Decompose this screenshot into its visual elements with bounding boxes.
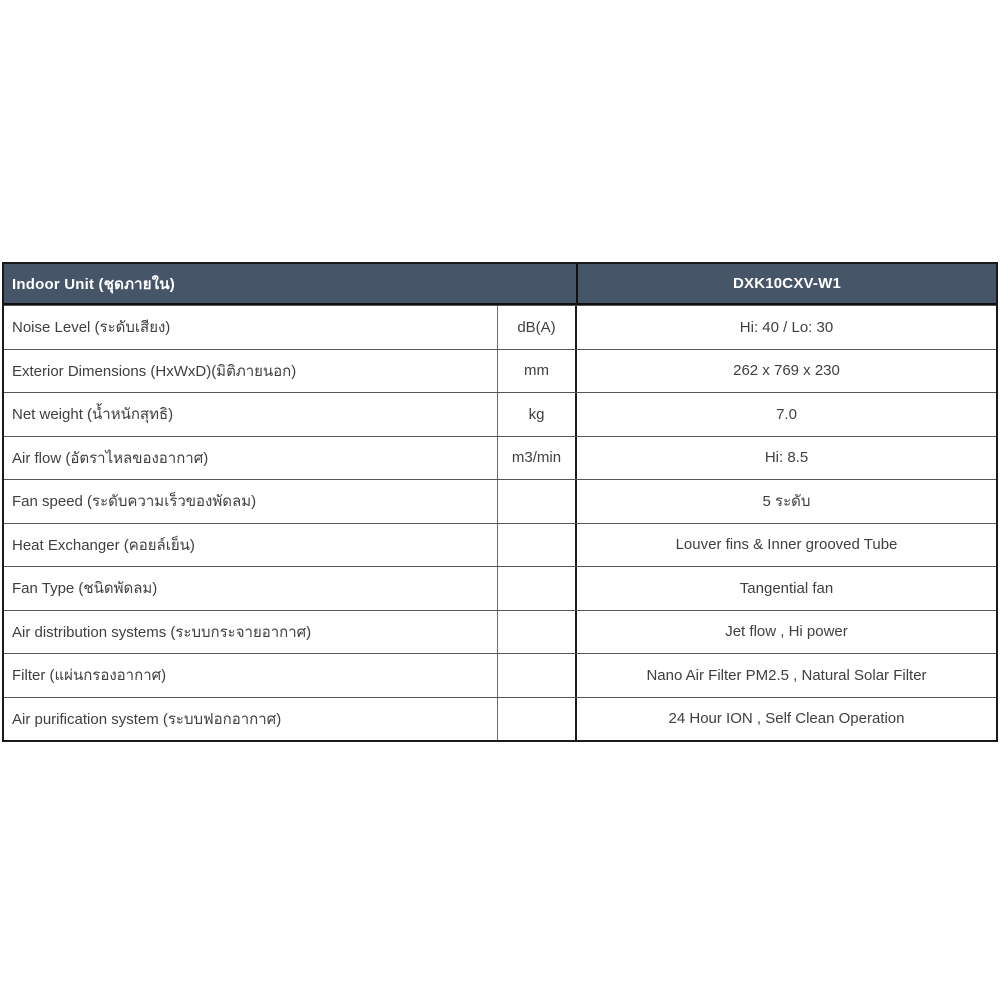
spec-row-fan-type [4, 566, 996, 610]
spec-unit [498, 698, 577, 741]
table-header-category: Indoor Unit (ชุดภายใน) [4, 264, 578, 303]
spec-row-noise-level [4, 305, 996, 349]
indoor-unit-spec-table [2, 262, 998, 742]
spec-value: 24 Hour ION , Self Clean Operation [668, 710, 905, 728]
spec-value: Jet flow , Hi power [725, 623, 848, 641]
spec-value: 262 x 769 x 230 [733, 362, 840, 380]
spec-value: Louver fins & Inner grooved Tube [675, 536, 898, 554]
table-header-model: DXK10CXV-W1 [732, 275, 842, 292]
spec-label: Air purification system (ระบบฟอกอากาศ) [4, 698, 498, 741]
spec-label: Net weight (น้ำหนักสุทธิ) [4, 393, 498, 436]
spec-unit [498, 654, 577, 697]
spec-unit [498, 480, 577, 523]
spec-value: 7.0 [776, 405, 797, 423]
spec-label: Air flow (อัตราไหลของอากาศ) [4, 437, 498, 480]
spec-unit: mm [498, 350, 577, 393]
spec-unit [498, 524, 577, 567]
spec-value: Tangential fan [739, 579, 834, 597]
spec-value: 5 ระดับ [762, 493, 811, 511]
spec-row-air-flow [4, 436, 996, 480]
spec-row-fan-speed [4, 479, 996, 523]
spec-unit [498, 567, 577, 610]
spec-value: Nano Air Filter PM2.5 , Natural Solar Filter [646, 666, 927, 684]
spec-row-exterior-dimensions [4, 349, 996, 393]
spec-label: Noise Level (ระดับเสียง) [4, 306, 498, 349]
spec-row-heat-exchanger [4, 523, 996, 567]
table-header-row [4, 264, 996, 305]
spec-unit [498, 611, 577, 654]
spec-row-air-purification [4, 697, 996, 741]
spec-row-filter [4, 653, 996, 697]
spec-label: Fan Type (ชนิดพัดลม) [4, 567, 498, 610]
spec-label: Filter (แผ่นกรองอากาศ) [4, 654, 498, 697]
spec-value: Hi: 40 / Lo: 30 [739, 318, 834, 336]
spec-label: Exterior Dimensions (HxWxD)(มิติภายนอก) [4, 350, 498, 393]
spec-value: Hi: 8.5 [764, 449, 809, 467]
spec-row-net-weight [4, 392, 996, 436]
spec-unit: dB(A) [498, 306, 577, 349]
spec-unit: kg [498, 393, 577, 436]
spec-label: Fan speed (ระดับความเร็วของพัดลม) [4, 480, 498, 523]
spec-label: Heat Exchanger (คอยล์เย็น) [4, 524, 498, 567]
spec-unit: m3/min [498, 437, 577, 480]
spec-row-air-distribution [4, 610, 996, 654]
spec-label: Air distribution systems (ระบบกระจายอากาศ) [4, 611, 498, 654]
